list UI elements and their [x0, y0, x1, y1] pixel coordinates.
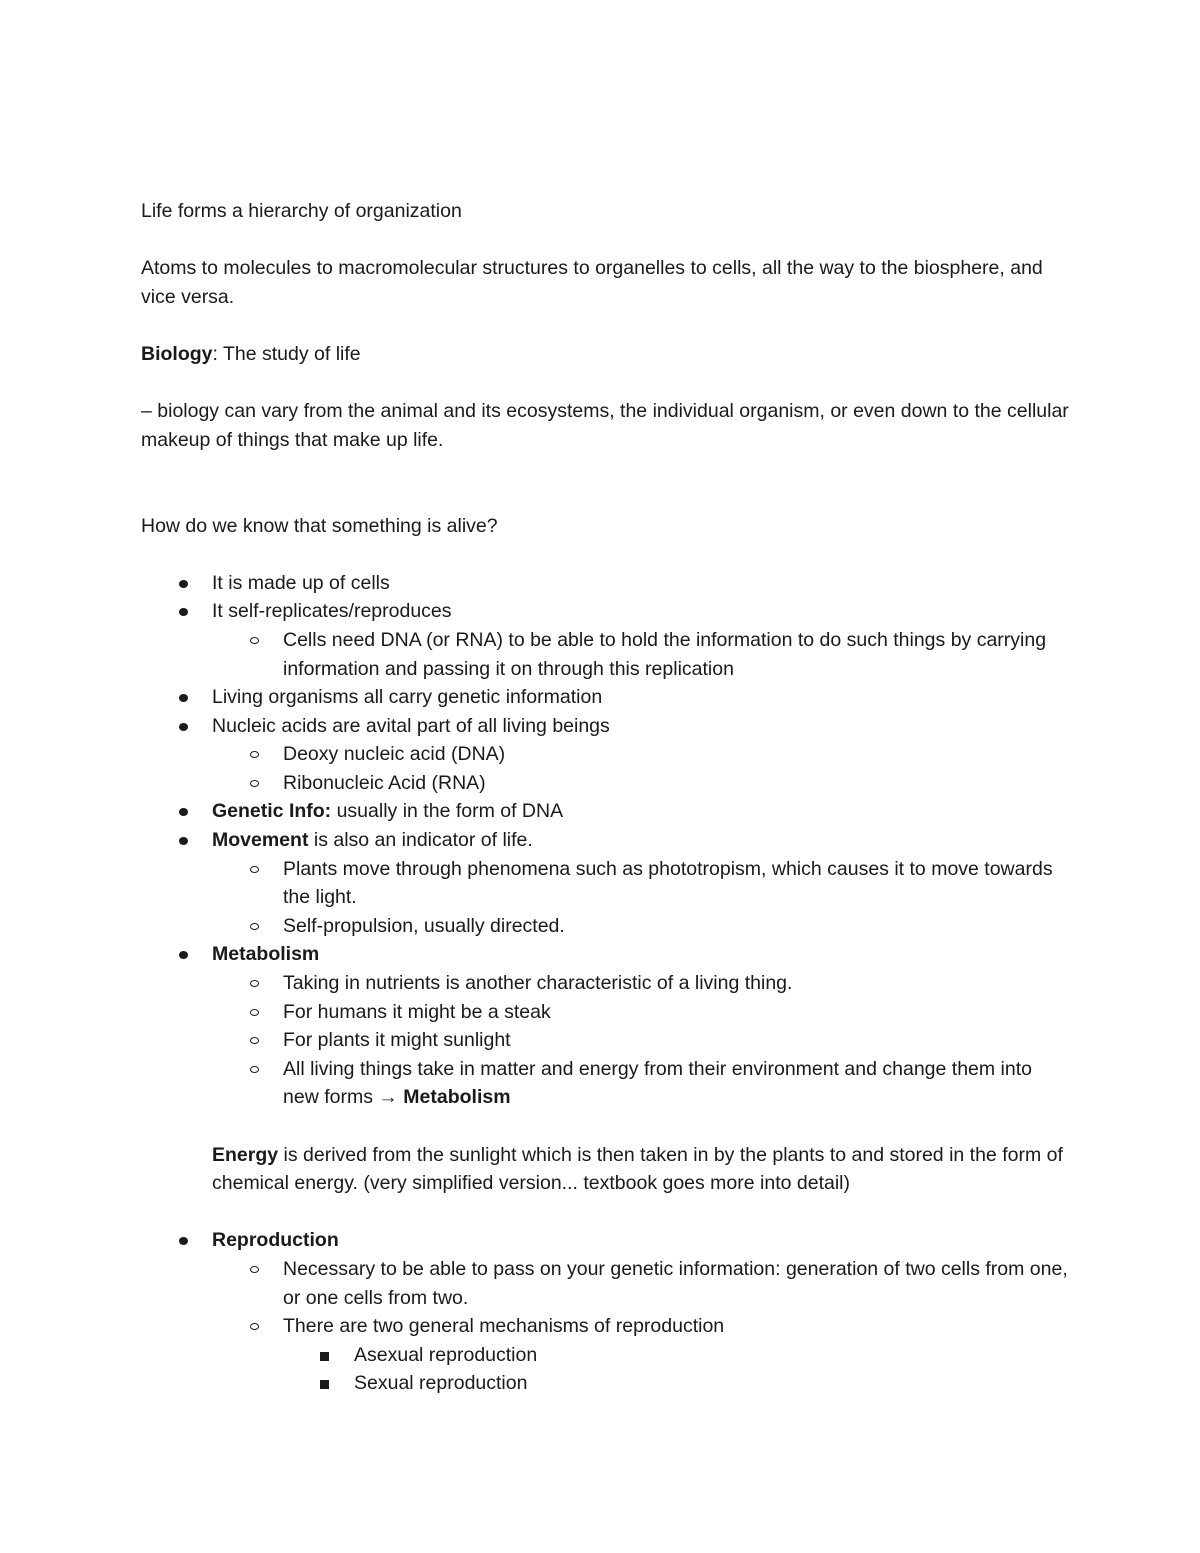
- sub-list: [212, 626, 1071, 683]
- filled-bullet-icon: [179, 580, 188, 588]
- list-item: Movement is also an indicator of life. Plants move through phenomena such as phototropism, which causes it to move towards the light. Self-propulsion, usually directed.: [141, 826, 1071, 940]
- list-item: Nucleic acids are avital part of all living beings Deoxy nucleic acid (DNA) Ribonucleic Acid (RNA): [141, 712, 1071, 798]
- hollow-bullet-icon: [250, 1066, 259, 1073]
- list-item: Cells need DNA (or RNA) to be able to hold the information to do such things by carrying information and passing it on through this replication: [212, 626, 1071, 683]
- list-item: For plants it might sunlight: [212, 1026, 1071, 1055]
- list-item: Deoxy nucleic acid (DNA): [212, 740, 1071, 769]
- filled-bullet-icon: [179, 808, 188, 816]
- list-item: It is made up of cells: [141, 569, 1071, 598]
- document-page: [141, 197, 1071, 1398]
- filled-bullet-icon: [179, 837, 188, 845]
- list-item: Living organisms all carry genetic information: [141, 683, 1071, 712]
- list-item: Reproduction Necessary to be able to pass on your genetic information: generation of two cells from one, or one cells from two. There are two general mechanisms of reproduction Asexual reproduction Sexual reproduction: [141, 1226, 1071, 1398]
- hollow-bullet-icon: [250, 1009, 259, 1016]
- list-item: For humans it might be a steak: [212, 998, 1071, 1027]
- hollow-bullet-icon: [250, 866, 259, 873]
- hollow-bullet-icon: [250, 1323, 259, 1330]
- sub-list: [212, 969, 1071, 1112]
- intro-paragraph: Atoms to molecules to macromolecular structures to organelles to cells, all the way to the biosphere, and vice versa.: [141, 257, 1043, 308]
- list-item: Taking in nutrients is another characteristic of a living thing.: [212, 969, 1071, 998]
- list-item: Genetic Info: usually in the form of DNA: [141, 797, 1071, 826]
- hollow-bullet-icon: [250, 923, 259, 930]
- sub-list: [212, 855, 1071, 941]
- biology-term: Biology: [141, 342, 213, 365]
- list-item: Necessary to be able to pass on your genetic information: generation of two cells from one, or one cells from two.: [212, 1255, 1071, 1312]
- filled-bullet-icon: [179, 1237, 188, 1245]
- biology-definition-text: : The study of life: [212, 342, 361, 365]
- reproduction-list: [141, 1226, 1071, 1398]
- energy-term: Energy: [212, 1143, 279, 1166]
- sub-list: [212, 740, 1071, 797]
- sub-sub-list: [283, 1341, 1071, 1398]
- filled-bullet-icon: [179, 608, 188, 616]
- list-item: Sexual reproduction: [283, 1369, 1071, 1398]
- list-item: Metabolism Taking in nutrients is another characteristic of a living thing. For humans it might be a steak For plants it might sunlight All living things take in matter and energy from their environment and change them into new forms → Metabolism: [141, 940, 1071, 1112]
- filled-bullet-icon: [179, 723, 188, 731]
- characteristics-list: [141, 569, 1071, 1112]
- biology-definition: [141, 340, 1071, 369]
- list-item: Asexual reproduction: [283, 1341, 1071, 1370]
- list-item: There are two general mechanisms of reproduction Asexual reproduction Sexual reproduction: [212, 1312, 1071, 1398]
- filled-bullet-icon: [179, 951, 188, 959]
- list-item: Self-propulsion, usually directed.: [212, 912, 1071, 941]
- sub-list: [212, 1255, 1071, 1398]
- list-item: Ribonucleic Acid (RNA): [212, 769, 1071, 798]
- alive-question: How do we know that something is alive?: [141, 514, 498, 537]
- hollow-bullet-icon: [250, 1037, 259, 1044]
- doc-title: Life forms a hierarchy of organization: [141, 200, 462, 222]
- hollow-bullet-icon: [250, 980, 259, 987]
- hollow-bullet-icon: [250, 1266, 259, 1273]
- hollow-bullet-icon: [250, 751, 259, 758]
- energy-paragraph: Energy is derived from the sunlight which is then taken in by the plants to and stored in the form of chemical energy. (very simplified version... textbook goes more into detail): [212, 1143, 1063, 1195]
- list-item: All living things take in matter and energy from their environment and change them into new forms → Metabolism: [212, 1055, 1071, 1112]
- filled-bullet-icon: [179, 694, 188, 702]
- hollow-bullet-icon: [250, 637, 259, 644]
- list-item: It self-replicates/reproduces Cells need DNA (or RNA) to be able to hold the information to do such things by carrying information and passing it on through this replication: [141, 597, 1071, 683]
- hollow-bullet-icon: [250, 780, 259, 787]
- square-bullet-icon: [320, 1352, 329, 1361]
- list-item: Plants move through phenomena such as phototropism, which causes it to move towards the light.: [212, 855, 1071, 912]
- biology-note: – biology can vary from the animal and its ecosystems, the individual organism, or even down to the cellular makeup of things that make up life.: [141, 400, 1069, 451]
- square-bullet-icon: [320, 1380, 329, 1389]
